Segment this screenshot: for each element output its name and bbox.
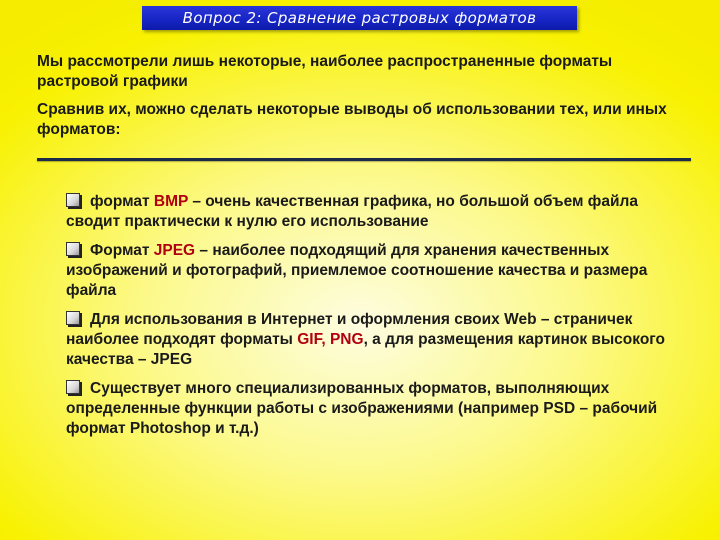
checkbox-bullet-icon xyxy=(66,380,80,394)
format-name-png: PNG xyxy=(329,331,364,348)
format-name-bmp: BMP xyxy=(153,193,189,210)
checkbox-bullet-icon xyxy=(66,193,80,207)
checkbox-bullet-icon xyxy=(66,242,80,256)
slide-title: Вопрос 2: Сравнение растровых форматов xyxy=(182,9,537,27)
slide-title-bar xyxy=(142,6,577,30)
bullet-list xyxy=(66,192,696,448)
checkbox-bullet-icon xyxy=(66,311,80,325)
bullet-jpeg: Формат JPEG – наиболее подходящий для хранения качественных изображений и фотографий, приемлемое соотношение качества и размера файла xyxy=(66,242,648,299)
intro-paragraph-1: Мы рассмотрели лишь некоторые, наиболее распространенные форматы растровой графики xyxy=(37,53,613,90)
intro-paragraph-2: Сравнив их, можно сделать некоторые выводы об использовании тех, или иных форматов: xyxy=(37,101,667,138)
bullet-specialized: Существует много специализированных форматов, выполняющих определенные функции работы с изображениями (например PSD – рабочий формат Photoshop и т.д.) xyxy=(66,380,658,437)
bullet-web: Для использования в Интернет и оформления своих Web – страничек наиболее подходят форматы GIF, PNG, а для размещения картинок высокого качества – JPEG xyxy=(66,311,666,368)
format-name-jpeg: JPEG xyxy=(153,242,196,259)
bullet-bmp: формат BMP – очень качественная графика, но большой объем файла сводит практически к нулю его использование xyxy=(66,193,638,230)
divider-line xyxy=(37,158,691,161)
format-name-gif: GIF xyxy=(297,331,322,348)
intro-text xyxy=(37,52,677,148)
